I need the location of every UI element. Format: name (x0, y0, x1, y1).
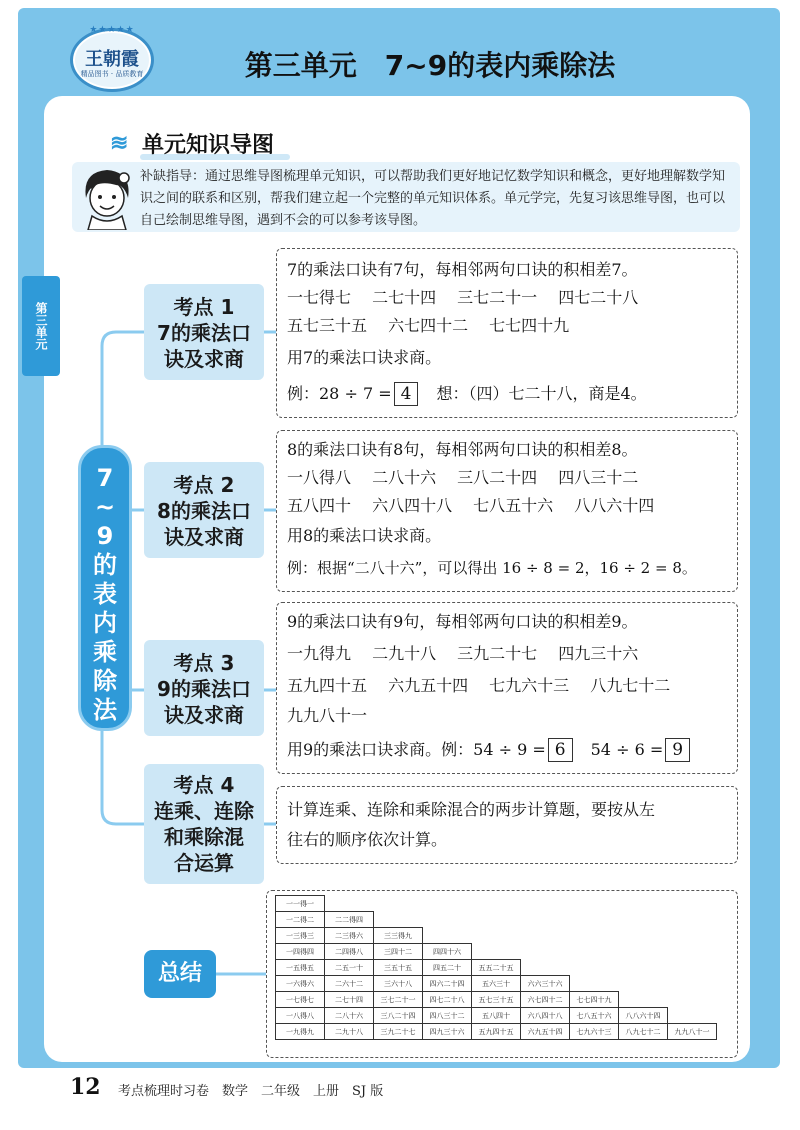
table-cell: 七七四十九 (570, 992, 619, 1008)
table-cell: 三六十八 (374, 976, 423, 992)
empty-cell (619, 896, 668, 912)
text-line: 7的乘法口诀有7句，每相邻两句口诀的积相差7。 (287, 260, 638, 279)
text-line: 九九八十一 (287, 706, 368, 725)
empty-cell (570, 976, 619, 992)
multiplication-table (275, 895, 717, 1040)
example-line: 例：根据“二八十六”，可以得出 16 ÷ 8 = 2，16 ÷ 2 = 8。 (287, 559, 697, 577)
answer-box: 9 (665, 738, 690, 762)
empty-cell (668, 960, 717, 976)
table-cell: 二六十二 (325, 976, 374, 992)
table-cell: 二五一十 (325, 960, 374, 976)
text-line: 五七三十五 六七四十二 七七四十九 (287, 316, 570, 335)
table-cell: 四九三十六 (423, 1024, 472, 1040)
table-cell: 一三得三 (276, 928, 325, 944)
table-cell: 三三得九 (374, 928, 423, 944)
logo-subtext: 精品图书 · 品质教育 (80, 70, 144, 78)
table-cell: 一七得七 (276, 992, 325, 1008)
empty-cell (570, 960, 619, 976)
section-title: 单元知识导图 (142, 133, 275, 158)
empty-cell (472, 912, 521, 928)
unit-side-tab[interactable]: 第三单元 (22, 276, 60, 376)
table-cell: 八八六十四 (619, 1008, 668, 1024)
wave-icon: ≋ (110, 130, 129, 156)
table-cell: 三五十五 (374, 960, 423, 976)
table-cell: 四六二十四 (423, 976, 472, 992)
table-cell: 三七二十一 (374, 992, 423, 1008)
table-cell: 五七三十五 (472, 992, 521, 1008)
table-cell: 一五得五 (276, 960, 325, 976)
kaodian-4-content (276, 786, 738, 864)
table-cell: 五八四十 (472, 1008, 521, 1024)
empty-cell (570, 928, 619, 944)
empty-cell (619, 976, 668, 992)
table-cell: 一八得八 (276, 1008, 325, 1024)
table-cell: 三八二十四 (374, 1008, 423, 1024)
table-cell: 四五二十 (423, 960, 472, 976)
table-cell: 一四得四 (276, 944, 325, 960)
text-line: 五九四十五 六九五十四 七九六十三 八九七十二 (287, 676, 671, 695)
empty-cell (668, 928, 717, 944)
empty-cell (472, 944, 521, 960)
text-line: 一八得八 二八十六 三八二十四 四八三十二 (287, 468, 639, 487)
table-cell: 七九六十三 (570, 1024, 619, 1040)
empty-cell (472, 896, 521, 912)
empty-cell (472, 928, 521, 944)
table-cell: 一一得一 (276, 896, 325, 912)
text-line: 一九得九 二九十八 三九二十七 四九三十六 (287, 644, 639, 663)
table-cell: 八九七十二 (619, 1024, 668, 1040)
text-line: 用8的乘法口诀求商。 (287, 526, 442, 545)
empty-cell (668, 944, 717, 960)
text-line: 8的乘法口诀有8句，每相邻两句口诀的积相差8。 (287, 440, 638, 459)
table-row (276, 960, 717, 976)
table-cell: 七八五十六 (570, 1008, 619, 1024)
table-cell: 二七十四 (325, 992, 374, 1008)
table-cell: 五五二十五 (472, 960, 521, 976)
table-cell: 六七四十二 (521, 992, 570, 1008)
table-row (276, 1008, 717, 1024)
central-topic-label: 7 ~ 9 的 表 内 乘 除 法 (93, 464, 117, 724)
kaodian-2-node[interactable]: 考点 2 8的乘法口 诀及求商 (144, 462, 264, 558)
table-cell: 五六三十 (472, 976, 521, 992)
central-topic (78, 445, 132, 731)
text-line: 五八四十 六八四十八 七八五十六 八八六十四 (287, 496, 655, 515)
text-line: 用7的乘法口诀求商。 (287, 348, 442, 367)
table-cell: 六六三十六 (521, 976, 570, 992)
page-title: 第三单元 7~9的表内乘除法 (244, 49, 616, 82)
kaodian-2-content (276, 430, 738, 592)
table-row (276, 1024, 717, 1040)
table-cell: 四八三十二 (423, 1008, 472, 1024)
kaodian-1-content (276, 248, 738, 418)
table-cell: 三四十二 (374, 944, 423, 960)
empty-cell (521, 912, 570, 928)
table-cell: 四四十六 (423, 944, 472, 960)
table-row (276, 912, 717, 928)
answer-box: 6 (548, 738, 573, 762)
footer-text: 考点梳理时习卷 数学 二年级 上册 SJ 版 (118, 1084, 384, 1099)
empty-cell (619, 992, 668, 1008)
table-row (276, 944, 717, 960)
table-cell: 二二得四 (325, 912, 374, 928)
answer-box: 4 (394, 382, 419, 406)
empty-cell (570, 896, 619, 912)
empty-cell (521, 960, 570, 976)
empty-cell (423, 896, 472, 912)
kaodian-1-node[interactable]: 考点 1 7的乘法口 诀及求商 (144, 284, 264, 380)
empty-cell (423, 928, 472, 944)
empty-cell (619, 928, 668, 944)
table-cell: 二八十六 (325, 1008, 374, 1024)
multiplication-table-box (266, 890, 738, 1058)
empty-cell (325, 896, 374, 912)
table-cell: 二三得六 (325, 928, 374, 944)
table-cell: 二九十八 (325, 1024, 374, 1040)
example-line: 例：28 ÷ 7 = 4 想：（四）七二十八，商是4。 (287, 384, 647, 404)
empty-cell (374, 912, 423, 928)
table-cell: 六八四十八 (521, 1008, 570, 1024)
table-cell: 二四得八 (325, 944, 374, 960)
kaodian-3-node[interactable]: 考点 3 9的乘法口 诀及求商 (144, 640, 264, 736)
empty-cell (619, 960, 668, 976)
table-row (276, 976, 717, 992)
text-line: 一七得七 二七十四 三七二十一 四七二十八 (287, 288, 639, 307)
empty-cell (668, 912, 717, 928)
empty-cell (521, 896, 570, 912)
logo-text: 王朝霞 (85, 49, 139, 70)
table-cell: 一六得六 (276, 976, 325, 992)
logo-stars-icon: ★★★★★ (89, 25, 135, 35)
table-cell: 六九五十四 (521, 1024, 570, 1040)
tip-text: 补缺指导：通过思维导图梳理单元知识，可以帮助我们更好地记忆数学知识和概念，更好地理解数学知识之间的联系和区别，帮我们建立起一个完整的单元知识体系。单元学完，先复习该思维导图，也可以自己绘制思维导图，遇到不会的可以参考该导图。 (140, 169, 726, 228)
empty-cell (668, 896, 717, 912)
empty-cell (619, 944, 668, 960)
summary-node[interactable]: 总结 (144, 950, 216, 998)
empty-cell (668, 992, 717, 1008)
example-line: 用9的乘法口诀求商。例：54 ÷ 9 = 6 54 ÷ 6 = 9 (287, 737, 692, 762)
table-cell: 五九四十五 (472, 1024, 521, 1040)
empty-cell (374, 896, 423, 912)
text-line: 9的乘法口诀有9句，每相邻两句口诀的积相差9。 (287, 612, 638, 631)
empty-cell (668, 1008, 717, 1024)
table-cell: 一九得九 (276, 1024, 325, 1040)
empty-cell (521, 928, 570, 944)
empty-cell (570, 944, 619, 960)
page-number: 12 (70, 1074, 101, 1100)
table-cell: 三九二十七 (374, 1024, 423, 1040)
empty-cell (570, 912, 619, 928)
table-cell: 四七二十八 (423, 992, 472, 1008)
table-row (276, 928, 717, 944)
empty-cell (619, 912, 668, 928)
kaodian-3-content (276, 602, 738, 774)
empty-cell (521, 944, 570, 960)
text-line: 计算连乘、连除和乘除混合的两步计算题，要按从左 (287, 800, 656, 819)
text-line: 往右的顺序依次计算。 (287, 830, 448, 849)
table-cell: 九九八十一 (668, 1024, 717, 1040)
table-row (276, 896, 717, 912)
table-cell: 一二得二 (276, 912, 325, 928)
empty-cell (668, 976, 717, 992)
empty-cell (423, 912, 472, 928)
table-row (276, 992, 717, 1008)
kaodian-4-node[interactable]: 考点 4 连乘、连除 和乘除混 合运算 (144, 764, 264, 884)
